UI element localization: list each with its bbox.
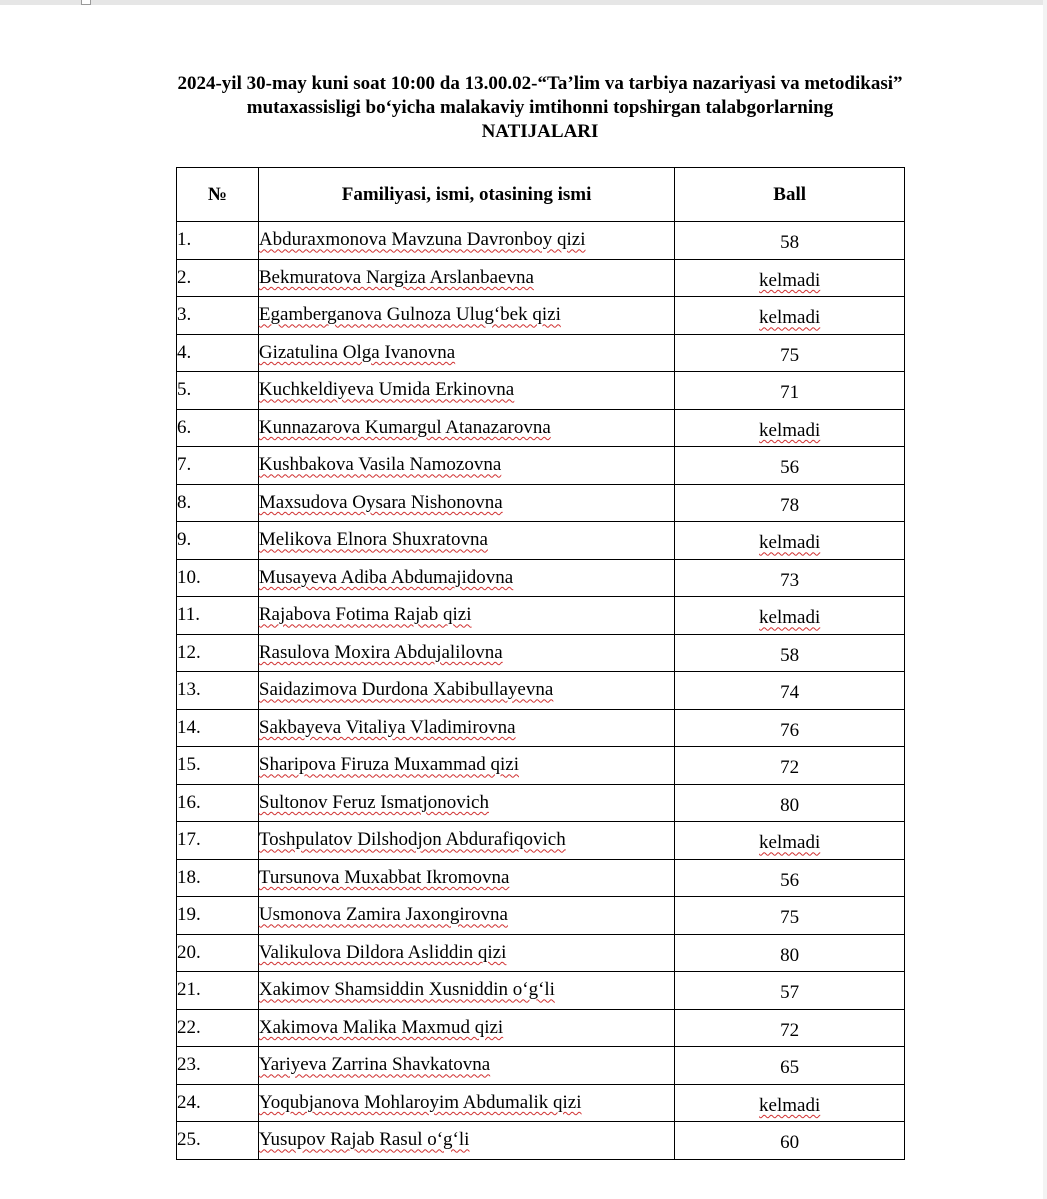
student-name [258,709,674,747]
student-name-text: Kuchkeldiyeva Umida Erkinovna [258,379,515,401]
score-cell [675,409,905,447]
score-value: 58 [780,644,800,666]
score-cell [675,484,905,522]
table-row [177,484,905,522]
score-cell [675,1122,905,1160]
score-cell [675,859,905,897]
student-name [258,597,674,635]
row-number: 19. [177,897,259,935]
student-name [258,747,674,785]
student-name-text: Maxsudova Oysara Nishonovna [258,491,503,513]
score-cell [675,597,905,635]
header-number: № [177,168,259,222]
table-row [177,409,905,447]
row-number: 25. [177,1122,259,1160]
row-number: 12. [177,634,259,672]
table-row [177,522,905,560]
score-value: 72 [780,757,800,779]
student-name-text: Rajabova Fotima Rajab qizi [258,604,472,626]
score-value: 65 [780,1057,800,1079]
student-name [258,1122,674,1160]
header-full-name: Familiyasi, ismi, otasining ismi [258,168,674,222]
page-right-edge [1043,0,1047,1199]
table-row [177,784,905,822]
row-number: 3. [177,297,259,335]
student-name [258,559,674,597]
row-number: 17. [177,822,259,860]
student-name [258,409,674,447]
table-row [177,897,905,935]
header-ball: Ball [675,168,905,222]
student-name-text: Xakimova Malika Maxmud qizi [258,1016,504,1038]
score-value: 80 [780,794,800,816]
student-name-text: Valikulova Dildora Asliddin qizi [258,941,507,963]
student-name [258,634,674,672]
ruler-marker[interactable] [81,0,91,5]
table-row [177,334,905,372]
score-cell [675,522,905,560]
row-number: 4. [177,334,259,372]
score-cell [675,634,905,672]
heading-line-2: mutaxassisligi bo‘yicha malakaviy imtihonni topshirgan talabgorlarning [246,97,834,118]
score-value: kelmadi [759,307,821,329]
score-cell [675,709,905,747]
score-value: 76 [780,719,800,741]
student-name [258,484,674,522]
student-name-text: Kunnazarova Kumargul Atanazarovna [258,416,551,438]
table-body [177,222,905,1160]
table-row [177,934,905,972]
table-row [177,1009,905,1047]
score-value: kelmadi [759,607,821,629]
row-number: 20. [177,934,259,972]
student-name-text: Xakimov Shamsiddin Xusniddin o‘g‘li [258,979,555,1001]
row-number: 24. [177,1084,259,1122]
heading-line-1: 2024-yil 30-may kuni soat 10:00 da 13.00.02-“Ta’lim va tarbiya nazariyasi va metodikasi” [177,73,903,94]
student-name [258,1084,674,1122]
student-name [258,334,674,372]
student-name-text: Rasulova Moxira Abdujalilovna [258,641,503,663]
table-row [177,297,905,335]
score-cell [675,559,905,597]
student-name-text: Melikova Elnora Shuxratovna [258,529,488,551]
student-name-text: Saidazimova Durdona Xabibullayevna [258,679,554,701]
student-name-text: Yusupov Rajab Rasul o‘g‘li [258,1129,470,1151]
row-number: 7. [177,447,259,485]
table-row [177,709,905,747]
student-name [258,972,674,1010]
score-cell [675,297,905,335]
student-name-text: Sharipova Firuza Muxammad qizi [258,754,520,776]
student-name-text: Kushbakova Vasila Namozovna [258,454,502,476]
score-cell [675,372,905,410]
table-row [177,1122,905,1160]
row-number: 15. [177,747,259,785]
student-name [258,1047,674,1085]
score-value: 72 [780,1019,800,1041]
student-name [258,672,674,710]
table-row [177,859,905,897]
document-heading [100,72,980,144]
row-number: 5. [177,372,259,410]
table-row [177,747,905,785]
row-number: 21. [177,972,259,1010]
row-number: 23. [177,1047,259,1085]
score-value: kelmadi [759,532,821,554]
results-table [176,167,905,1160]
table-row [177,259,905,297]
student-name-text: Sultonov Feruz Ismatjonovich [258,791,489,813]
student-name [258,447,674,485]
row-number: 22. [177,1009,259,1047]
score-value: 56 [780,457,800,479]
student-name [258,897,674,935]
score-cell [675,784,905,822]
score-value: kelmadi [759,419,821,441]
table-row [177,1084,905,1122]
row-number: 16. [177,784,259,822]
score-value: 73 [780,569,800,591]
student-name-text: Yoqubjanova Mohlaroyim Abdumalik qizi [258,1091,582,1113]
student-name-text: Egamberganova Gulnoza Ulug‘bek qizi [258,304,561,326]
row-number: 2. [177,259,259,297]
table-row [177,634,905,672]
score-cell [675,1084,905,1122]
score-value: 75 [780,344,800,366]
row-number: 1. [177,222,259,260]
window-top-bar [0,0,1047,5]
student-name [258,222,674,260]
score-value: kelmadi [759,1094,821,1116]
row-number: 8. [177,484,259,522]
table-row [177,559,905,597]
score-value: 58 [780,232,800,254]
student-name [258,934,674,972]
table-header-row [177,168,905,222]
student-name [258,1009,674,1047]
score-value: 74 [780,682,800,704]
row-number: 18. [177,859,259,897]
score-value: 56 [780,869,800,891]
score-cell [675,222,905,260]
heading-line-3: NATIJALARI [481,121,599,142]
student-name-text: Usmonova Zamira Jaxongirovna [258,904,508,926]
score-cell [675,1047,905,1085]
student-name-text: Abduraxmonova Mavzuna Davronboy qizi [258,229,586,251]
table-row [177,447,905,485]
score-value: 75 [780,907,800,929]
score-cell [675,822,905,860]
score-cell [675,897,905,935]
score-cell [675,672,905,710]
row-number: 14. [177,709,259,747]
table-row [177,972,905,1010]
score-cell [675,447,905,485]
student-name [258,822,674,860]
student-name-text: Bekmuratova Nargiza Arslanbaevna [258,266,534,288]
student-name-text: Sakbayeva Vitaliya Vladimirovna [258,716,516,738]
student-name-text: Toshpulatov Dilshodjon Abdurafiqovich [258,829,566,851]
table-row [177,822,905,860]
score-value: 71 [780,382,800,404]
student-name-text: Tursunova Muxabbat Ikromovna [258,866,510,888]
student-name [258,522,674,560]
table-row [177,222,905,260]
row-number: 11. [177,597,259,635]
student-name-text: Musayeva Adiba Abdumajidovna [258,566,514,588]
student-name [258,859,674,897]
score-cell [675,259,905,297]
row-number: 10. [177,559,259,597]
student-name [258,259,674,297]
score-value: 60 [780,1132,800,1154]
score-cell [675,934,905,972]
score-cell [675,972,905,1010]
table-row [177,372,905,410]
row-number: 9. [177,522,259,560]
row-number: 6. [177,409,259,447]
score-value: kelmadi [759,269,821,291]
student-name [258,297,674,335]
student-name-text: Gizatulina Olga Ivanovna [258,341,456,363]
row-number: 13. [177,672,259,710]
student-name [258,784,674,822]
student-name-text: Yariyeva Zarrina Shavkatovna [258,1054,491,1076]
score-value: 78 [780,494,800,516]
table-row [177,672,905,710]
score-value: 57 [780,982,800,1004]
table-row [177,1047,905,1085]
score-cell [675,1009,905,1047]
student-name [258,372,674,410]
score-cell [675,334,905,372]
score-value: 80 [780,944,800,966]
score-cell [675,747,905,785]
score-value: kelmadi [759,832,821,854]
table-row [177,597,905,635]
